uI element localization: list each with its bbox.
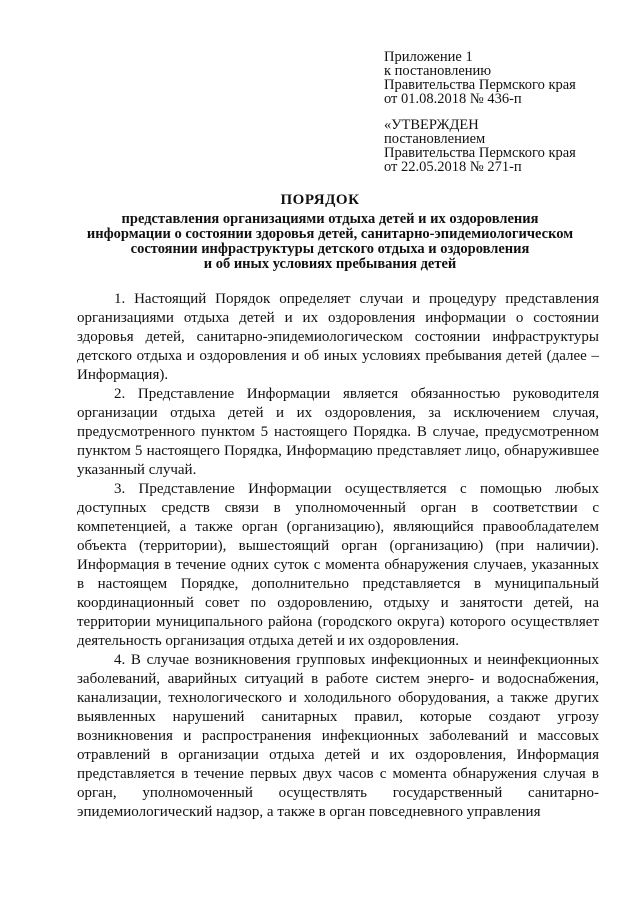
- document-title: ПОРЯДОК: [280, 192, 360, 208]
- subtitle-line: и об иных условиях пребывания детей: [203, 256, 457, 272]
- appendix-line: Правительства Пермского края: [384, 77, 576, 93]
- approved-line: «УТВЕРЖДЕН: [384, 117, 479, 133]
- paragraph-2: 2. Представление Информации является обязанностью руководителя организации отдыха детей и их оздоровления, за исключением случая, предусмотренного пунктом 5 настоящего Порядка. В случае, предусмотренном пунктом 5 настоящего Порядка, Информацию представляет лицо, обнаружившее указанный случай.: [77, 386, 599, 478]
- approved-line: Правительства Пермского края: [384, 145, 576, 161]
- appendix-line: от 01.08.2018 № 436-п: [384, 91, 522, 107]
- appendix-line: к постановлению: [384, 63, 492, 79]
- paragraph-4: 4. В случае возникновения групповых инфекционных и неинфекционных заболеваний, аварийных ситуаций в работе систем энерго- и водоснабжения, канализации, технологического и холодильного оборудования, а также других выявленных нарушений санитарных правил, которые создают угрозу возникновения и распространения инфекционных заболеваний и массовых отравлений в организации отдыха детей и их оздоровления, Информация представляется в течение первых двух часов с момента обнаружения случая в орган, уполномоченный осуществлять государственный санитарно-эпидемиологический надзор, а также в орган повседневного управления: [77, 652, 599, 820]
- approval-block: [384, 50, 576, 174]
- paragraph-1: 1. Настоящий Порядок определяет случаи и процедуру представления организациями отдыха детей и их оздоровления информации о состоянии здоровья детей, санитарно-эпидемиологическом состоянии инфраструктуры детского отдыха и оздоровления и об иных условиях пребывания детей (далее – Информация).: [77, 291, 599, 383]
- paragraph-3: 3. Представление Информации осуществляется с помощью любых доступных средств связи в уполномоченный орган в соответствии с компетенцией, а также орган (организацию), являющийся правообладателем объекта (территории), вышестоящий орган (организацию) (при наличии). Информация в течение одних суток с момента обнаружения случаев, указанных в настоящем Порядке, дополнительно представляется в муниципальный координационный совет по оздоровлению, отдыху и занятости детей, на территории муниципального района (городского округа) которого осуществляет деятельность организация отдыха детей и их оздоровления.: [77, 481, 599, 649]
- subtitle-line: информации о состоянии здоровья детей, санитарно-эпидемиологическом: [86, 226, 574, 242]
- approved-line: постановлением: [384, 131, 486, 147]
- subtitle-line: состоянии инфраструктуры детского отдыха и оздоровления: [130, 241, 530, 257]
- document-body: [77, 290, 599, 822]
- document-subtitle: [60, 212, 600, 272]
- approved-line: от 22.05.2018 № 271-п: [384, 159, 522, 175]
- appendix-line: Приложение 1: [384, 49, 473, 65]
- subtitle-line: представления организациями отдыха детей и их оздоровления: [121, 211, 539, 227]
